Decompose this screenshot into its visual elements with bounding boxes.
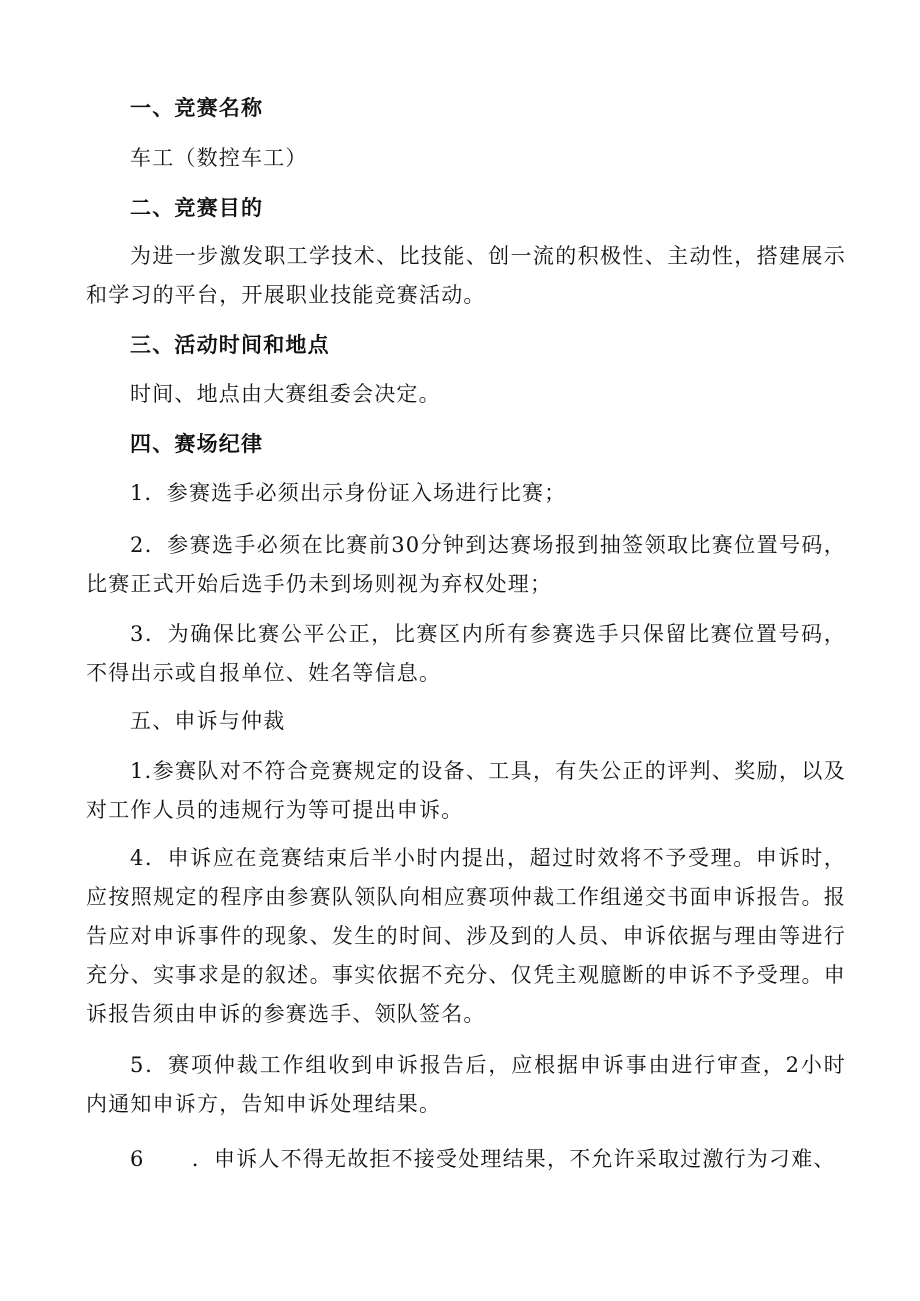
section-heading-time-location: 三、活动时间和地点 (130, 333, 330, 357)
paragraph-competition-name: 车工（数控车工） (130, 146, 308, 170)
paragraph-appeal-6: 6 ．申诉人不得无故拒不接受处理结果，不允许采取过激行为刁难、 (130, 1147, 836, 1171)
section-heading-venue-discipline: 四、赛场纪律 (130, 432, 264, 456)
section-heading-appeal-arbitration: 五、申诉与仲裁 (130, 709, 286, 733)
paragraph-discipline-3: 3．为确保比赛公平公正，比赛区内所有参赛选手只保留比赛位置号码，不得出示或自报单位、姓名等信息。 (86, 622, 846, 685)
paragraph-discipline-2: 2．参赛选手必须在比赛前30分钟到达赛场报到抽签领取比赛位置号码，比赛正式开始后选手仍未到场则视为弃权处理； (86, 533, 846, 596)
paragraph-discipline-1: 1．参赛选手必须出示身份证入场进行比赛； (130, 481, 567, 505)
section-heading-competition-name: 一、竞赛名称 (130, 96, 264, 120)
paragraph-competition-purpose: 为进一步激发职工学技术、比技能、创一流的积极性、主动性，搭建展示和学习的平台，开展职业技能竞赛活动。 (86, 244, 846, 307)
paragraph-appeal-4: 4．申诉应在竞赛结束后半小时内提出，超过时效将不予受理。申诉时，应按照规定的程序由参赛队领队向相应赛项仲裁工作组递交书面申诉报告。报告应对申诉事件的现象、发生的时间、涉及到的人员、申诉依据与理由等进行充分、实事求是的叙述。事实依据不充分、仅凭主观臆断的申诉不予受理。申诉报告须由申诉的参赛选手、领队签名。 (86, 846, 846, 1026)
section-heading-competition-purpose: 二、竞赛目的 (130, 196, 264, 220)
paragraph-appeal-1: 1.参赛队对不符合竞赛规定的设备、工具，有失公正的评判、奖励，以及对工作人员的违规行为等可提出申诉。 (86, 759, 846, 822)
paragraph-time-location: 时间、地点由大赛组委会决定。 (130, 382, 441, 406)
paragraph-appeal-5: 5．赛项仲裁工作组收到申诉报告后，应根据申诉事由进行审查，2小时内通知申诉方，告知申诉处理结果。 (86, 1053, 846, 1116)
